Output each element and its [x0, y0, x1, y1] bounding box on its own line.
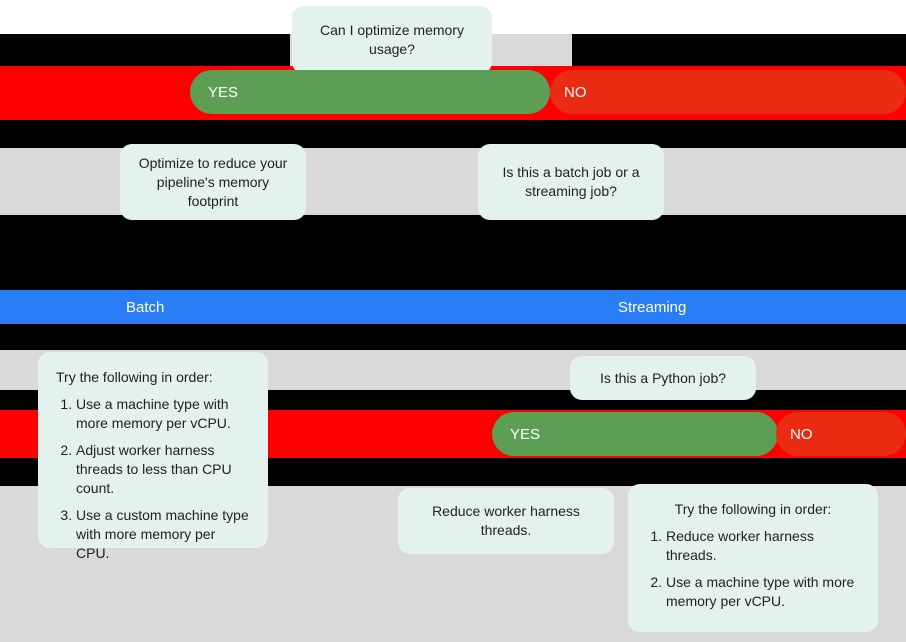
edge-label-text: YES — [510, 425, 541, 443]
node-optimize-pipeline-memory — [120, 144, 306, 220]
list-item: 1. Use a machine type with more memory per vCPU. — [76, 395, 250, 433]
node-can-i-optimize-memory — [292, 6, 492, 74]
node-reduce-worker-harness-threads — [398, 488, 614, 554]
edge-label-yes-top — [190, 70, 550, 114]
edge-label-batch — [104, 292, 604, 323]
node-label: Is this a batch job or a streaming job? — [502, 164, 640, 199]
batch-steps-list — [56, 395, 250, 563]
node-python-job-question — [570, 356, 756, 400]
node-label: Is this a Python job? — [599, 369, 727, 386]
edge-label-no-python — [776, 412, 906, 456]
list-item: 2. Use a machine type with more memory per vCPU. — [666, 573, 860, 611]
edge-label-text: NO — [564, 83, 587, 101]
node-label: Optimize to reduce your pipeline's memory footprint — [138, 154, 288, 209]
edge-label-text: NO — [790, 425, 813, 443]
edge-label-yes-python — [492, 412, 778, 456]
node-label: Can I optimize memory usage? — [320, 22, 464, 57]
edge-label-no-top — [550, 70, 906, 114]
list-item: 1. Reduce worker harness threads. — [666, 527, 860, 565]
band-mid — [0, 215, 906, 290]
node-batch-or-streaming-question — [478, 144, 664, 220]
node-batch-steps — [38, 352, 268, 561]
edge-label-text: Streaming — [618, 299, 687, 316]
edge-label-text: YES — [208, 83, 239, 101]
python-steps-list — [646, 527, 860, 611]
edge-label-text: Batch — [126, 299, 165, 316]
node-python-steps — [628, 484, 878, 632]
node-heading: Try the following in order: — [56, 369, 213, 385]
edge-label-streaming — [600, 292, 906, 323]
node-heading: Try the following in order: — [674, 501, 832, 517]
list-item: 3. Use a custom machine type with more memory per CPU. — [76, 506, 250, 563]
node-label: Reduce worker harness threads. — [432, 503, 580, 538]
list-item: 2. Adjust worker harness threads to less than CPU count. — [76, 441, 250, 498]
band-below-blue — [0, 324, 906, 350]
